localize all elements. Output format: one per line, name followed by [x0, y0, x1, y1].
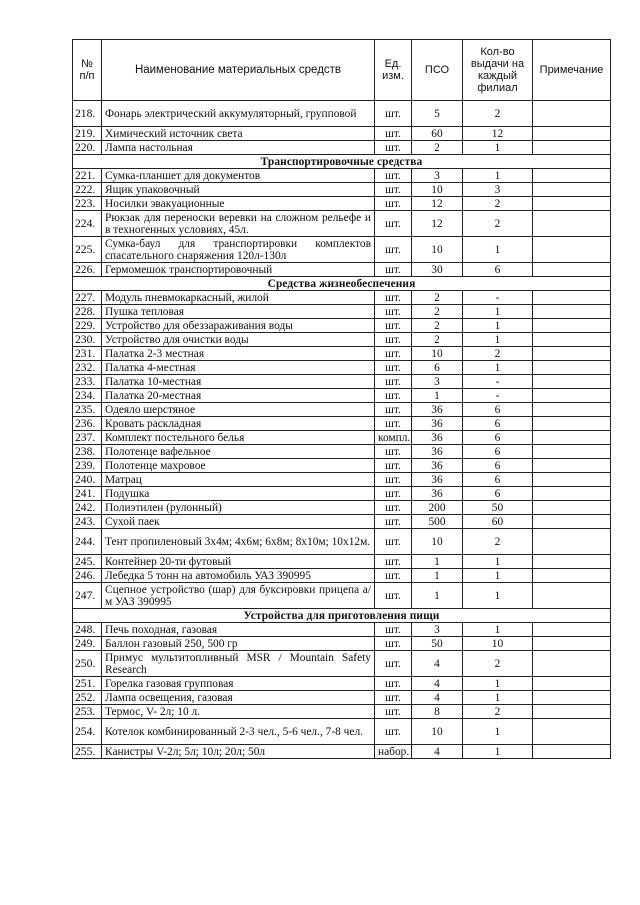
table-row	[73, 583, 611, 609]
row-number: 239.	[73, 459, 102, 473]
pso-cell: 10	[412, 529, 463, 555]
note-cell	[533, 237, 611, 263]
pso-cell: 1	[412, 555, 463, 569]
note-cell	[533, 651, 611, 677]
table-row	[73, 141, 611, 155]
row-number: 237.	[73, 431, 102, 445]
row-number: 252.	[73, 691, 102, 705]
item-name: Тент пропиленовый 3х4м; 4х6м; 6х8м; 8х10м; 10х12м.	[102, 529, 375, 555]
unit-cell: шт.	[375, 473, 412, 487]
item-name: Носилки эвакуационные	[102, 197, 375, 211]
note-cell	[533, 677, 611, 691]
table-row	[73, 319, 611, 333]
table-row	[73, 237, 611, 263]
qty-cell: 6	[463, 403, 533, 417]
pso-cell: 10	[412, 237, 463, 263]
table-body	[73, 101, 611, 759]
pso-cell: 12	[412, 211, 463, 237]
table-row	[73, 403, 611, 417]
note-cell	[533, 473, 611, 487]
item-name: Комплект постельного белья	[102, 431, 375, 445]
table-row	[73, 677, 611, 691]
qty-cell: 1	[463, 719, 533, 745]
pso-cell: 12	[412, 197, 463, 211]
pso-cell: 36	[412, 417, 463, 431]
row-number: 219.	[73, 127, 102, 141]
note-cell	[533, 141, 611, 155]
row-number: 224.	[73, 211, 102, 237]
note-cell	[533, 719, 611, 745]
section-title: Транспортировочные средства	[73, 155, 611, 169]
unit-cell: шт.	[375, 515, 412, 529]
row-number: 253.	[73, 705, 102, 719]
qty-cell: 1	[463, 319, 533, 333]
pso-cell: 36	[412, 459, 463, 473]
item-name: Лампа освещения, газовая	[102, 691, 375, 705]
item-name: Горелка газовая групповая	[102, 677, 375, 691]
row-number: 229.	[73, 319, 102, 333]
pso-cell: 1	[412, 569, 463, 583]
qty-cell: 1	[463, 583, 533, 609]
pso-cell: 3	[412, 375, 463, 389]
table-row	[73, 333, 611, 347]
item-name: Одеяло шерстяное	[102, 403, 375, 417]
row-number: 238.	[73, 445, 102, 459]
item-name: Устройство для очистки воды	[102, 333, 375, 347]
table-row	[73, 501, 611, 515]
qty-cell: 6	[463, 473, 533, 487]
item-name: Лампа настольная	[102, 141, 375, 155]
note-cell	[533, 319, 611, 333]
qty-cell: 12	[463, 127, 533, 141]
qty-cell: 2	[463, 101, 533, 127]
table-row	[73, 637, 611, 651]
item-name: Котелок комбинированный 2-3 чел., 5-6 чел., 7-8 чел.	[102, 719, 375, 745]
qty-cell: 1	[463, 237, 533, 263]
table-header	[73, 40, 611, 101]
header-unit	[375, 40, 412, 101]
note-cell	[533, 691, 611, 705]
unit-cell: шт.	[375, 529, 412, 555]
table-row	[73, 623, 611, 637]
row-number: 244.	[73, 529, 102, 555]
unit-cell: шт.	[375, 389, 412, 403]
unit-cell: шт.	[375, 305, 412, 319]
unit-cell: шт.	[375, 197, 412, 211]
pso-cell: 1	[412, 389, 463, 403]
note-cell	[533, 487, 611, 501]
unit-cell: шт.	[375, 101, 412, 127]
qty-cell: 10	[463, 637, 533, 651]
unit-cell: шт.	[375, 291, 412, 305]
qty-cell: 2	[463, 651, 533, 677]
table-row	[73, 705, 611, 719]
pso-cell: 50	[412, 637, 463, 651]
row-number: 232.	[73, 361, 102, 375]
item-name: Полотенце вафельное	[102, 445, 375, 459]
note-cell	[533, 529, 611, 555]
note-cell	[533, 745, 611, 759]
qty-cell: 2	[463, 197, 533, 211]
row-number: 250.	[73, 651, 102, 677]
table-row	[73, 169, 611, 183]
item-name: Кровать раскладная	[102, 417, 375, 431]
item-name: Палатка 20-местная	[102, 389, 375, 403]
table-row	[73, 375, 611, 389]
item-name: Ящик упаковочный	[102, 183, 375, 197]
note-cell	[533, 183, 611, 197]
note-cell	[533, 583, 611, 609]
unit-cell: шт.	[375, 555, 412, 569]
note-cell	[533, 127, 611, 141]
qty-cell: 1	[463, 141, 533, 155]
note-cell	[533, 101, 611, 127]
pso-cell: 10	[412, 719, 463, 745]
table-row	[73, 459, 611, 473]
table-row	[73, 569, 611, 583]
unit-cell: шт.	[375, 705, 412, 719]
section-title: Средства жизнеобеспечения	[73, 277, 611, 291]
row-number: 251.	[73, 677, 102, 691]
table-row	[73, 183, 611, 197]
pso-cell: 10	[412, 347, 463, 361]
unit-cell: шт.	[375, 487, 412, 501]
unit-cell: шт.	[375, 375, 412, 389]
table-row	[73, 745, 611, 759]
unit-cell: шт.	[375, 361, 412, 375]
item-name: Сумка-баул для транспортировки комплектов спасательного снаряжения 120л-130л	[102, 237, 375, 263]
table-row	[73, 291, 611, 305]
item-name: Матрац	[102, 473, 375, 487]
note-cell	[533, 623, 611, 637]
unit-cell: шт.	[375, 237, 412, 263]
table-row	[73, 389, 611, 403]
note-cell	[533, 459, 611, 473]
pso-cell: 4	[412, 651, 463, 677]
unit-cell: шт.	[375, 169, 412, 183]
item-name: Печь походная, газовая	[102, 623, 375, 637]
qty-cell: 1	[463, 623, 533, 637]
row-number: 231.	[73, 347, 102, 361]
item-name: Пушка тепловая	[102, 305, 375, 319]
table-row	[73, 719, 611, 745]
unit-cell: шт.	[375, 347, 412, 361]
table-row	[73, 555, 611, 569]
note-cell	[533, 569, 611, 583]
qty-cell: 6	[463, 263, 533, 277]
item-name: Полотенце махровое	[102, 459, 375, 473]
row-number: 249.	[73, 637, 102, 651]
row-number: 226.	[73, 263, 102, 277]
pso-cell: 2	[412, 319, 463, 333]
row-number: 243.	[73, 515, 102, 529]
section-row	[73, 155, 611, 169]
item-name: Химический источник света	[102, 127, 375, 141]
pso-cell: 4	[412, 745, 463, 759]
qty-cell: 1	[463, 333, 533, 347]
qty-cell: 1	[463, 361, 533, 375]
qty-cell: 1	[463, 691, 533, 705]
table-row	[73, 651, 611, 677]
qty-cell: 6	[463, 487, 533, 501]
note-cell	[533, 305, 611, 319]
item-name: Полиэтилен (рулонный)	[102, 501, 375, 515]
row-number: 233.	[73, 375, 102, 389]
header-note: Примечание	[533, 40, 611, 101]
unit-cell: шт.	[375, 127, 412, 141]
item-name: Палатка 4-местная	[102, 361, 375, 375]
item-name: Палатка 2-3 местная	[102, 347, 375, 361]
qty-cell: 6	[463, 445, 533, 459]
qty-cell: 60	[463, 515, 533, 529]
section-title: Устройства для приготовления пищи	[73, 609, 611, 623]
row-number: 242.	[73, 501, 102, 515]
row-number: 222.	[73, 183, 102, 197]
unit-cell: шт.	[375, 501, 412, 515]
item-name: Лебедка 5 тонн на автомобиль УАЗ 390995	[102, 569, 375, 583]
table-row	[73, 127, 611, 141]
row-number: 218.	[73, 101, 102, 127]
note-cell	[533, 347, 611, 361]
note-cell	[533, 555, 611, 569]
pso-cell: 3	[412, 623, 463, 637]
pso-cell: 1	[412, 583, 463, 609]
pso-cell: 36	[412, 403, 463, 417]
qty-cell: -	[463, 291, 533, 305]
row-number: 225.	[73, 237, 102, 263]
item-name: Сухой паек	[102, 515, 375, 529]
note-cell	[533, 637, 611, 651]
unit-cell: шт.	[375, 211, 412, 237]
pso-cell: 4	[412, 691, 463, 705]
row-number: 236.	[73, 417, 102, 431]
pso-cell: 2	[412, 141, 463, 155]
pso-cell: 2	[412, 305, 463, 319]
item-name: Гермомешок транспортировочный	[102, 263, 375, 277]
header-num	[73, 40, 102, 101]
table-row	[73, 417, 611, 431]
pso-cell: 8	[412, 705, 463, 719]
row-number: 223.	[73, 197, 102, 211]
item-name: Примус мультитопливный MSR / Mountain Safety Research	[102, 651, 375, 677]
row-number: 228.	[73, 305, 102, 319]
unit-cell: шт.	[375, 403, 412, 417]
note-cell	[533, 333, 611, 347]
row-number: 221.	[73, 169, 102, 183]
pso-cell: 2	[412, 291, 463, 305]
unit-cell: шт.	[375, 623, 412, 637]
note-cell	[533, 211, 611, 237]
unit-cell: шт.	[375, 691, 412, 705]
note-cell	[533, 169, 611, 183]
qty-cell: 6	[463, 431, 533, 445]
qty-cell: 3	[463, 183, 533, 197]
pso-cell: 6	[412, 361, 463, 375]
qty-cell: 1	[463, 305, 533, 319]
table-row	[73, 211, 611, 237]
row-number: 246.	[73, 569, 102, 583]
section-row	[73, 609, 611, 623]
table-row	[73, 473, 611, 487]
unit-cell: шт.	[375, 263, 412, 277]
item-name: Сумка-планшет для документов	[102, 169, 375, 183]
note-cell	[533, 501, 611, 515]
qty-cell: -	[463, 375, 533, 389]
table-row	[73, 197, 611, 211]
qty-cell: 2	[463, 211, 533, 237]
unit-cell: шт.	[375, 417, 412, 431]
row-number: 245.	[73, 555, 102, 569]
pso-cell: 5	[412, 101, 463, 127]
row-number: 234.	[73, 389, 102, 403]
note-cell	[533, 431, 611, 445]
item-name: Канистры V-2л; 5л; 10л; 20л; 50л	[102, 745, 375, 759]
pso-cell: 36	[412, 431, 463, 445]
row-number: 254.	[73, 719, 102, 745]
table-row	[73, 691, 611, 705]
pso-cell: 30	[412, 263, 463, 277]
header-unit-label: Ед. изм.	[382, 58, 404, 82]
note-cell	[533, 515, 611, 529]
row-number: 247.	[73, 583, 102, 609]
unit-cell: шт.	[375, 719, 412, 745]
item-name: Палатка 10-местная	[102, 375, 375, 389]
qty-cell: 6	[463, 459, 533, 473]
pso-cell: 3	[412, 169, 463, 183]
header-qty-label: Кол-во выдачи на каждый филиал	[470, 46, 525, 94]
qty-cell: 6	[463, 417, 533, 431]
header-name: Наименование материальных средств	[102, 40, 375, 101]
header-pso: ПСО	[412, 40, 463, 101]
note-cell	[533, 375, 611, 389]
row-number: 248.	[73, 623, 102, 637]
pso-cell: 36	[412, 473, 463, 487]
row-number: 240.	[73, 473, 102, 487]
pso-cell: 200	[412, 501, 463, 515]
unit-cell: шт.	[375, 677, 412, 691]
unit-cell: шт.	[375, 637, 412, 651]
row-number: 241.	[73, 487, 102, 501]
note-cell	[533, 361, 611, 375]
qty-cell: 1	[463, 555, 533, 569]
item-name: Устройство для обеззараживания воды	[102, 319, 375, 333]
unit-cell: шт.	[375, 445, 412, 459]
note-cell	[533, 389, 611, 403]
row-number: 235.	[73, 403, 102, 417]
item-name: Модуль пневмокаркасный, жилой	[102, 291, 375, 305]
unit-cell: шт.	[375, 141, 412, 155]
table-row	[73, 361, 611, 375]
header-qty	[463, 40, 533, 101]
qty-cell: 2	[463, 705, 533, 719]
materials-table	[72, 39, 611, 759]
pso-cell: 2	[412, 333, 463, 347]
note-cell	[533, 291, 611, 305]
table-row	[73, 445, 611, 459]
pso-cell: 4	[412, 677, 463, 691]
unit-cell: шт.	[375, 583, 412, 609]
note-cell	[533, 263, 611, 277]
qty-cell: 1	[463, 169, 533, 183]
qty-cell: 2	[463, 529, 533, 555]
qty-cell: 1	[463, 569, 533, 583]
section-row	[73, 277, 611, 291]
item-name: Рюкзак для переноски веревки на сложном рельефе и в техногенных условиях, 45л.	[102, 211, 375, 237]
table-row	[73, 515, 611, 529]
row-number: 220.	[73, 141, 102, 155]
item-name: Фонарь электрический аккумуляторный, групповой	[102, 101, 375, 127]
table-row	[73, 529, 611, 555]
item-name: Термос, V- 2л; 10 л.	[102, 705, 375, 719]
table-row	[73, 347, 611, 361]
note-cell	[533, 197, 611, 211]
qty-cell: 50	[463, 501, 533, 515]
unit-cell: шт.	[375, 651, 412, 677]
unit-cell: шт.	[375, 183, 412, 197]
unit-cell: шт.	[375, 459, 412, 473]
row-number: 230.	[73, 333, 102, 347]
table-row	[73, 263, 611, 277]
pso-cell: 36	[412, 487, 463, 501]
unit-cell: шт.	[375, 333, 412, 347]
row-number: 227.	[73, 291, 102, 305]
table-row	[73, 487, 611, 501]
unit-cell: компл.	[375, 431, 412, 445]
note-cell	[533, 445, 611, 459]
table-row	[73, 431, 611, 445]
pso-cell: 36	[412, 445, 463, 459]
unit-cell: шт.	[375, 569, 412, 583]
table-row	[73, 305, 611, 319]
qty-cell: -	[463, 389, 533, 403]
item-name: Баллон газовый 250, 500 гр	[102, 637, 375, 651]
item-name: Контейнер 20-ти футовый	[102, 555, 375, 569]
qty-cell: 1	[463, 745, 533, 759]
table-row	[73, 101, 611, 127]
row-number: 255.	[73, 745, 102, 759]
pso-cell: 10	[412, 183, 463, 197]
unit-cell: шт.	[375, 319, 412, 333]
note-cell	[533, 417, 611, 431]
header-num-label: № п/п	[79, 58, 95, 82]
pso-cell: 60	[412, 127, 463, 141]
unit-cell: набор.	[375, 745, 412, 759]
item-name: Сцепное устройство (шар) для буксировки прицепа а/м УАЗ 390995	[102, 583, 375, 609]
note-cell	[533, 403, 611, 417]
note-cell	[533, 705, 611, 719]
pso-cell: 500	[412, 515, 463, 529]
qty-cell: 2	[463, 347, 533, 361]
qty-cell: 1	[463, 677, 533, 691]
item-name: Подушка	[102, 487, 375, 501]
